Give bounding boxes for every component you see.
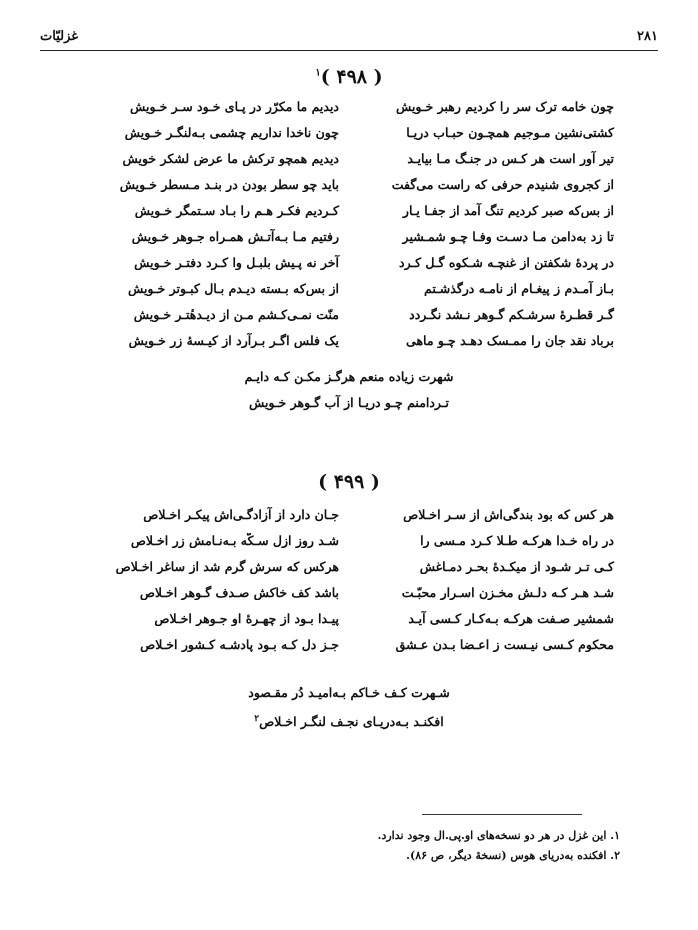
page-header (40, 24, 658, 48)
poem-499-final-couplet (0, 680, 698, 732)
second-hemistich: باشد کف خاکش صـدف گـوهر اخـلاص (139, 584, 339, 600)
second-hemistich: چون ناخدا نداریم چشمی بـه‌لنگـر خـویش (124, 124, 339, 140)
second-hemistich: رفتیم مـا بـه‌آتـش همـراه جـوهر خـویش (131, 228, 339, 244)
couplet (40, 249, 658, 275)
poem-498-final-couplet (0, 364, 698, 416)
first-hemistich: کشتی‌نشین مـوجیم همچـون حبـاب دریـا (406, 124, 614, 140)
second-hemistich: پیـدا بـود از چهـرهٔ او جـوهر اخـلاص (154, 610, 339, 626)
section-title: غزلیّات (40, 28, 79, 44)
couplet (40, 275, 658, 301)
couplet (40, 605, 658, 631)
couplet (40, 527, 658, 553)
couplet (40, 631, 658, 657)
second-hemistich: کـردیم فکـر هـم را بـاد سـتمگر خـویش (134, 202, 339, 218)
first-hemistich: از کجروی شنیدم حرفی که راست می‌گفت (391, 176, 614, 192)
couplet (40, 579, 658, 605)
couplet (40, 501, 658, 527)
footnote: ۲. افکنده به‌دریای هوس (نسخهٔ دیگر، ص ۸۶). (406, 849, 620, 862)
final-line: شـهرت کـف خـاکم بـه‌امیـد دُر مقـصود (248, 685, 450, 700)
second-hemistich: هرکس که سرش گرم شد از ساغر اخـلاص (115, 558, 339, 574)
first-hemistich: در راه خـدا هرکـه طـلا کـرد مـسی را (420, 532, 614, 548)
couplet (40, 93, 658, 119)
poem-title-498 (0, 66, 698, 88)
first-hemistich: بـاز آمـدم ز پیغـام از نامـه درگذشـتم (424, 280, 614, 296)
couplet (40, 197, 658, 223)
final-line-with-ref (0, 706, 698, 732)
final-line: تـردامنم چـو دریـا از آب گـوهر خـویش (249, 395, 449, 410)
second-hemistich: جـز دل کـه بـود پادشـه کـشور اخـلاص (140, 636, 339, 652)
couplet (40, 553, 658, 579)
first-hemistich: شمشیر صـفت هرکـه بـه‌کـار کـسی آیـد (408, 610, 614, 626)
footnote-ref: ۱ (315, 67, 321, 79)
second-hemistich: از بس‌که بـسته دیـدم بـال کبـوتر خـویش (128, 280, 339, 296)
first-hemistich: محکوم کـسی نیـست ز اعـضا بـدن عـشق (395, 636, 614, 652)
second-hemistich: آخر نه پـیش بلبـل وا کـرد دفتـر خـویش (134, 254, 339, 270)
footnotes (60, 826, 620, 866)
second-hemistich: باید چو سطر بودن در بنـد مـسطر خـویش (119, 176, 339, 192)
page-number: ۲۸۱ (637, 28, 658, 44)
couplet (40, 223, 658, 249)
second-hemistich: یک فلس اگـر بـرآرد از کیـسهٔ زر خـویش (128, 332, 339, 348)
couplet (40, 145, 658, 171)
couplet (40, 301, 658, 327)
poem-499-couplets (40, 501, 658, 657)
first-hemistich: شـد هـر کـه دلـش مخـزن اسـرار محبّـت (401, 584, 614, 600)
first-hemistich: تا زد به‌دامن مـا دسـت وفـا چـو شمـشیر (402, 228, 614, 244)
footnote-rule (422, 814, 582, 815)
footnote: ۱. این غزل در هر دو نسخه‌های او.پی.ال وجود ندارد. (377, 829, 620, 842)
first-hemistich: گـر قطـرهٔ سرشـکم گـوهر نـشد نگـردد (409, 306, 614, 322)
first-hemistich: تیر آور است هر کـس در جنـگ مـا بیایـد (407, 150, 614, 166)
first-hemistich: از بس‌که صبر کردیم تنگ آمد از جفـا یـار (402, 202, 614, 218)
first-hemistich: در پردهٔ شکفتن از غنچـه شـکوه گـل کـرد (399, 254, 614, 270)
footnote-ref: ۲ (254, 714, 260, 724)
poem-title-text: ( ۴۹۸ ) (320, 66, 383, 88)
header-rule (40, 50, 658, 51)
second-hemistich: جـان دارد از آزادگـی‌اش پیکـر اخـلاص (143, 506, 339, 522)
poem-title-text: ( ۴۹۹ ) (318, 471, 380, 493)
poem-498-couplets (40, 93, 658, 353)
couplet (40, 327, 658, 353)
first-hemistich: کـی تـر شـود از میکـدهٔ بحـر دمـاغش (419, 558, 614, 574)
first-hemistich: چون خامه ترک سر را کردیم رهبر خـویش (396, 98, 614, 114)
second-hemistich: شـد روز ازل سـکّه بـه‌نـامش زر اخـلاص (130, 532, 339, 548)
first-hemistich: برباد نقد جان را ممـسک دهـد چـو ماهی (406, 332, 614, 348)
couplet (40, 119, 658, 145)
second-hemistich: دیدیم ما مکرّر در پـای خـود سـر خـویش (130, 98, 339, 114)
poem-title-499 (0, 471, 698, 493)
final-line: شهرت زیاده منعم هرگـز مکـن کـه دایـم (244, 369, 454, 384)
second-hemistich: منّت نمـی‌کـشم مـن از دیـدهٔتـر خـویش (133, 306, 339, 322)
couplet (40, 171, 658, 197)
final-line-text: افکنـد بـه‌دریـای نجـف لنگـر اخـلاص (259, 714, 444, 730)
second-hemistich: دیدیم همچو ترکش ما عرض لشکر خویش (122, 150, 339, 166)
first-hemistich: هر کس که بود بندگی‌اش از سـر اخـلاص (403, 506, 614, 522)
